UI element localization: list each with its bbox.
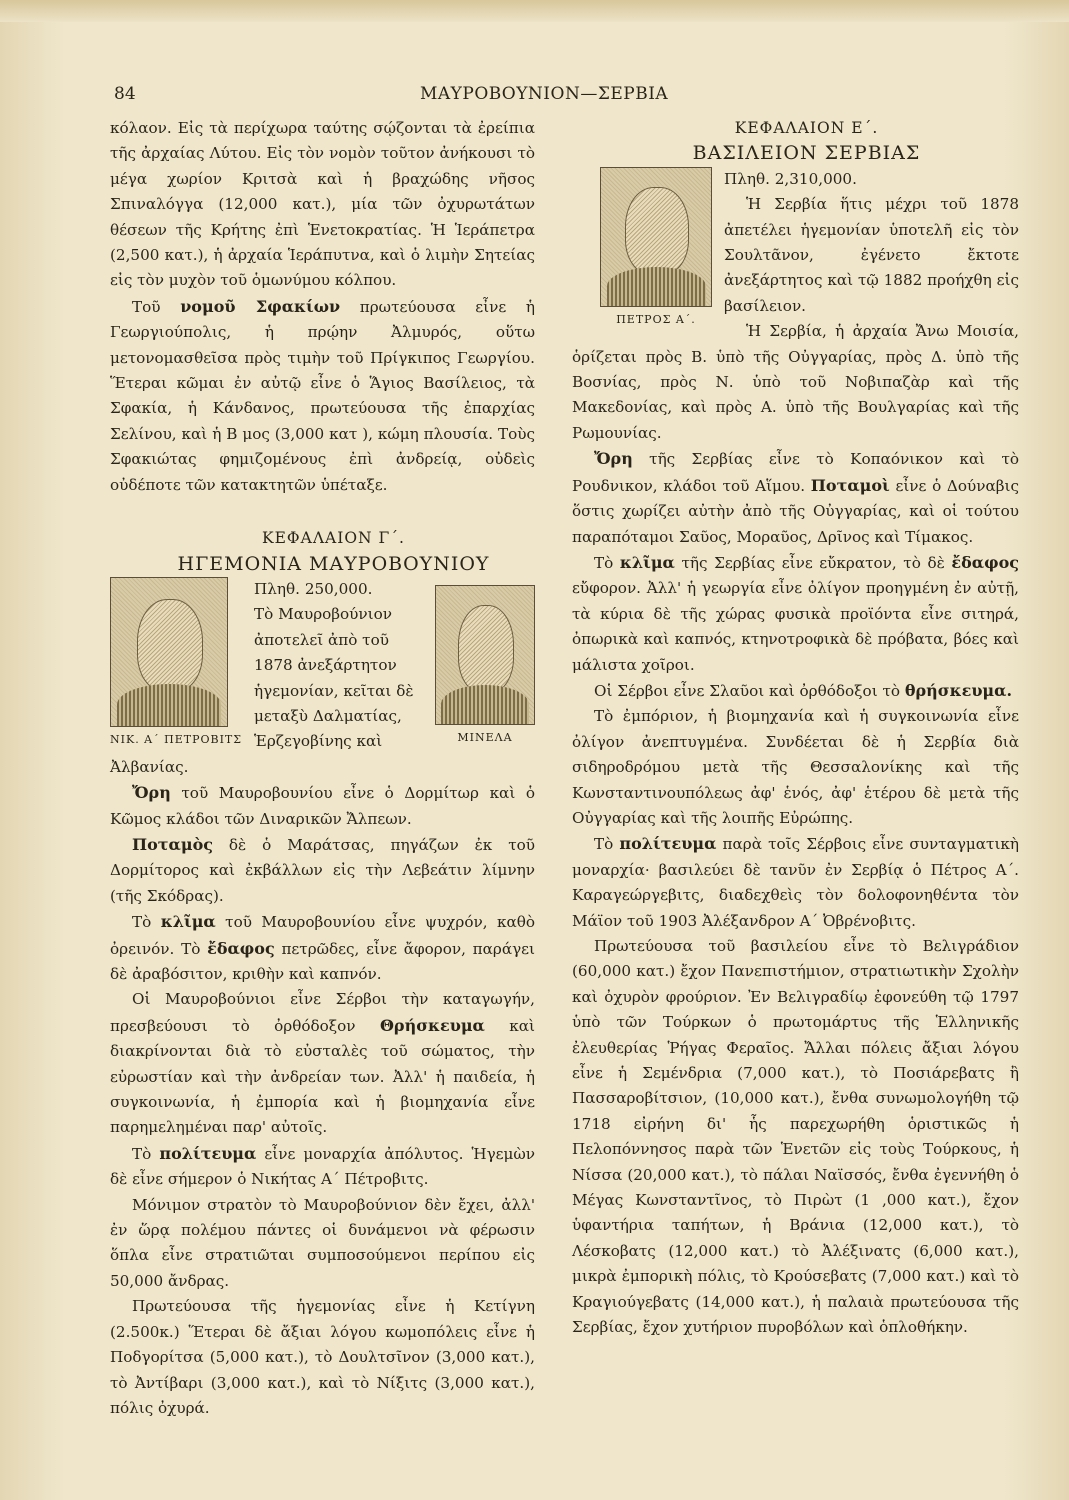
chapter-title-montenegro: ΚΕΦΑΛΑΙΟΝ Γ΄. — [262, 529, 405, 548]
keyword: ἔδαφος — [207, 938, 275, 958]
page-top-edge — [0, 0, 1069, 22]
text: Οἱ Σέρβοι εἶνε Σλαῦοι καὶ ὀρθόδοξοι τὸ — [594, 681, 905, 700]
paragraph-sfakia — [110, 294, 535, 498]
text: καὶ διακρίνονται διὰ τὸ εὐσταλὲς τοῦ σώματος, τὴν εὐρωστίαν καὶ τὴν ἀνδρείαν των. Ἀλλ' ἡ παιδεία, ἡ συγκοινωνία, ἡ ἐμπορία καὶ ἡ βιομηχανία εἶνε παρημελημέναι παρ' αὐτοῖς. — [110, 1016, 535, 1137]
paragraph-lassithi: κόλαον. Εἰς τὰ περίχωρα ταύτης σῴζονται τὰ ἐρείπια τῆς ἀρχαίας Λύτου. Εἰς τὸν νομὸν τοῦτον ἀνήκουσι τὸ μέγα χωρίον Κριτσὰ καὶ ἡ βραχώδης νῆσος Σπιναλόγγα (12,000 κατ.), μία τῶν ὀχυρωτάτων θέσεων τῆς Κρήτης ἐπὶ Ἑνετοκρατίας. Ἡ Ἱεράπετρα (2,500 κατ.), ἡ ἀρχαία Ἱεράπυτνα, καὶ ὁ λιμὴν Σητείας εἰς τὸν μυχὸν τοῦ ὁμωνύμου κόλπου. — [110, 119, 535, 290]
text: εἶνε μοναρχία ἀπόλυτος. Ἡγεμὼν δὲ εἶνε σήμερον ὁ Νικήτας Α΄ Πέτροβιτς. — [110, 1144, 536, 1189]
paragraph-army: Μόνιμον στρατὸν τὸ Μαυροβούνιον δὲν ἔχει, ἀλλ' ἐν ὥρᾳ πολέμου πάντες οἱ δυνάμενοι νὰ φέρωσιν ὅπλα εἶνε στρατιῶται συμποσούμενοι περίπου εἰς 50,000 ἄνδρας. — [110, 1195, 535, 1290]
serbia-intro-block — [572, 167, 1019, 446]
paragraph-river — [110, 832, 535, 909]
keyword: Ὄρη — [132, 783, 171, 803]
text: τοῦ Μαυροβουνίου εἶνε ὁ Δορμίτωρ καὶ ὁ Κῶμος κλάδοι τῶν Διναρικῶν Ἄλπεων. — [110, 784, 535, 828]
text: παρὰ τοῖς Σέρβοις εἶνε συνταγματικὴ μοναρχία· βασιλεύει δὲ τανῦν ἐν Σερβίᾳ ὁ Πέτρος Α΄. Καραγεώργεβιτς, διαδεχθεὶς τὸν δολοφονηθέντα τὸν Μάϊον τοῦ 1903 Ἀλέξανδρον Α΄ Ὀβρένοβιτς. — [572, 835, 1019, 930]
keyword: ἔδαφος — [951, 552, 1019, 572]
keyword: Ποταμὸς — [132, 834, 213, 854]
text: Τοῦ — [132, 297, 181, 316]
intro-serbia: Ἡ Σερβία ἥτις μέχρι τοῦ 1878 ἀπετέλει ἡγεμονίαν ὑποτελῆ εἰς τὸν Σουλτᾶνον, ἐγένετο ἔκτοτε ἀνεξάρτητος καὶ τῷ 1882 προήχθη εἰς βασίλειον. — [724, 195, 1019, 315]
paragraph-climate — [110, 909, 535, 987]
paragraph-capital: Πρωτεύουσα τῆς ἡγεμονίας εἶνε ἡ Κετίγνη (2.500κ.) Ἕτεραι δὲ ἄξιαι λόγου κωμοπόλεις εἶνε ἡ Ποδγορίτσα (5,000 κατ.), τὸ Δουλτσῖνον (3,000 κατ.), τὸ Ἀντίβαρι (3,000 κατ.), καὶ τὸ Νίξιτς (3,000 κατ.), πόλις ὀχυρά. — [110, 1297, 535, 1417]
montenegro-intro-block — [110, 577, 535, 780]
paragraph-borders: Ἡ Σερβία, ἡ ἀρχαία Ἄνω Μοισία, ὁρίζεται πρὸς Β. ὑπὸ τῆς Οὐγγαρίας, πρὸς Δ. ὑπὸ τῆς Βοσνίας, πρὸς Ν. ὑπὸ τοῦ Νοβιπαζὰρ καὶ τῆς Μακεδονίας, καὶ πρὸς Α. ὑπὸ τῆς Βουλγαρίας καὶ τῆς Ρωμουνίας. — [572, 322, 1019, 442]
portrait-minela-image — [435, 585, 535, 725]
figure-nikolas — [110, 577, 242, 752]
portrait-face — [625, 187, 689, 275]
figure-minela — [435, 585, 535, 750]
chapter-name-montenegro: ΗΓΕΜΟΝΙΑ ΜΑΥΡΟΒΟΥΝΙΟΥ — [177, 552, 490, 575]
paragraph-mountains-rivers — [572, 446, 1019, 550]
population-serbia: Πληθ. 2,310,000. — [724, 169, 857, 188]
caption-minela: ΜΙΝΕΛΑ — [457, 730, 513, 744]
chapter-title-serbia: ΚΕΦΑΛΑΙΟΝ Ε΄. — [734, 119, 879, 137]
text: Οἱ Μαυροβούνιοι εἶνε Σέρβοι τὴν καταγωγήν, πρεσβεύουσι τὸ ὀρθόδοξον — [110, 990, 535, 1035]
portrait-petros-image — [600, 167, 712, 307]
chapter-name-serbia: ΒΑΣΙΛΕΙΟΝ ΣΕΡΒΙΑΣ — [692, 142, 921, 165]
paragraph-capital: Πρωτεύουσα τοῦ βασιλείου εἶνε τὸ Βελιγράδιον (60,000 κατ.) ἔχον Πανεπιστήμιον, στρατιωτικὴν Σχολὴν καὶ ὀχυρὸν φρούριον. Ἐν Βελιγραδίῳ ἐφονεύθη τῷ 1797 ὑπὸ τῶν Τούρκων ὁ πρωτομάρτυς τῆς Ἑλληνικῆς ἐλευθερίας Ῥήγας Φεραῖος. Ἄλλαι πόλεις ἄξιαι λόγου εἶνε ἡ Σεμένδρια (7,000 κατ.), τὸ Ποσιάρεβατς ἢ Πασσαροβίτσιον, (10,000 κατ.), ἔνθα συνωμολογήθη τῷ 1718 εἰρήνη δι' ἧς παρεχωρήθη ὁριστικῶς ἡ Πελοπόννησος παρὰ τῶν Ἑνετῶν εἰς τοὺς Τούρκους, ἡ Νίσσα (20,000 κατ.), τὸ πάλαι Ναϊσσός, ἔνθα ἐγεννήθη ὁ Μέγας Κωνσταντῖνος, τὸ Πιρὼτ (1 ,000 κατ.), ἔχον ὑφαντήρια ταπήτων, ἡ Βράνια (12,000 κατ.), τὸ Λέσκοβατς (12,000 κατ.) τὸ Ἀλέξινατς (6,000 κατ.), μικρὰ ἐμπορικὴ πόλις, τὸ Κρούσεβατς (7,000 κατ.) καὶ τὸ Κραγιούγεβατς (14,000 κατ.), ἡ παλαιὰ πρωτεύουσα τῆς Σερβίας, ἔχον χυτήριον πυροβόλων καὶ ὁπλοθήκην. — [572, 937, 1019, 1337]
intro-montenegro: Τὸ Μαυροβούνιον ἀποτελεῖ ἀπὸ τοῦ 1878 ἀνεξάρτητον ἡγεμονίαν, κεῖται δὲ μεταξὺ Δαλματίας, Ἑρζεγοβίνης καὶ Ἀλβανίας. — [110, 605, 414, 776]
portrait-nikolas-image — [110, 577, 228, 727]
figure-petros — [600, 167, 712, 332]
keyword: κλῖμα — [619, 552, 675, 572]
keyword: Ὄρη — [594, 449, 633, 469]
keyword: κλῖμα — [160, 912, 216, 932]
paragraph-climate — [572, 550, 1019, 678]
keyword: πολίτευμα — [159, 1143, 257, 1163]
paragraph-polity — [572, 831, 1019, 934]
caption-petros: ΠΕΤΡΟΣ Α΄. — [616, 312, 696, 326]
text: εἶνε ὁ Δούναβις ὅστις χωρίζει αὐτὴν ἀπὸ τῆς Οὐγγαρίας, καὶ οἱ τούτου παραπόταμοι Σαῦος, Μοραῦος, Δρῖνος καὶ Τίμακος. — [572, 476, 1020, 546]
text: εὔφορον. Ἀλλ' ἡ γεωργία εἶνε ὀλίγον προηγμένη ἐν αὐτῇ, τὰ κύρια δὲ τῆς χώρας φυσικὰ προϊόντα εἶνε σιτηρά, ὀπωρικὰ καὶ καπνός, κτηνοτροφικὰ δὲ πρόβατα, βόες καὶ μάλιστα χοῖροι. — [572, 579, 1019, 674]
keyword: θρήσκευμα. — [904, 680, 1013, 700]
keyword: νομοῦ Σφακίων — [180, 296, 341, 316]
text: δὲ ὁ Μαράτσας, πηγάζων ἐκ τοῦ Δορμίτορος καὶ ἐκβάλλων εἰς τὴν Λεβεάτιν λίμνην (τῆς Σκόδρας). — [110, 835, 535, 905]
population-montenegro: Πληθ. 250,000. — [254, 579, 373, 598]
paragraph-mountains — [110, 780, 535, 832]
portrait-shoulders — [607, 267, 706, 306]
text: Τὸ — [132, 913, 161, 932]
text: τοῦ Μαυροβουνίου εἶνε ψυχρόν, καθὸ ὀρεινόν. Τὸ — [110, 913, 536, 958]
paragraph-religion — [110, 987, 535, 1140]
keyword: Ποταμοὶ — [810, 475, 890, 495]
keyword: Θρήσκευμα — [379, 1015, 485, 1035]
caption-nikolas: ΝΙΚ. Α΄ ΠΕΤΡΟΒΙΤΣ — [110, 732, 243, 746]
left-column — [110, 116, 535, 1421]
paragraph-commerce: Τὸ ἐμπόριον, ἡ βιομηχανία καὶ ἡ συγκοινωνία εἶνε ὀλίγον ἀνεπτυγμένα. Συνδέεται δὲ ἡ Σερβία διὰ σιδηροδρόμου μετὰ τῆς Θεσσαλονίκης καὶ τῆς Κωνσταντινουπόλεως ἀφ' ἑνός, ἀφ' ἑτέρου δὲ μετὰ τῆς Οὐγγαρίας καὶ τῆς λοιπῆς Εὐρώπης. — [572, 707, 1019, 827]
portrait-face — [137, 599, 204, 693]
text: Τὸ — [594, 553, 620, 572]
page-number: 84 — [114, 84, 136, 104]
paragraph-religion — [572, 678, 1019, 704]
text: τῆς Σερβίας εἶνε τὸ Κοπαόνικον καὶ τὸ Ρουδνικον, κλάδοι τοῦ Αἵμου. — [572, 450, 1019, 495]
text: τῆς Σερβίας εἶνε εὔκρατον, τὸ δὲ — [674, 553, 952, 572]
text: πρωτεύουσα εἶνε ἡ Γεωργιούπολις, ἡ πρῴην Ἀλμυρός, οὕτω μετονομασθεῖσα πρὸς τιμὴν τοῦ Πρίγκιπος Γεωργίου. Ἕτεραι κῶμαι ἐν αὐτῷ εἶνε ὁ Ἅγιος Βασίλειος, τὰ Σφακία, ἡ Κάνδανος, πρωτεύουσα τῆς ἐπαρχίας Σελίνου, καὶ ἡ Β μος (3,000 κατ ), κώμη πλουσία. Τοὺς Σφακιώτας φημιζομένους ἐπὶ ἀνδρείᾳ, οὐδεὶς οὐδέποτε τῶν κατακτητῶν ὑπέταξε. — [110, 297, 535, 494]
portrait-shoulders — [117, 684, 221, 725]
portrait-face — [458, 605, 515, 693]
running-title: ΜΑΥΡΟΒΟΥΝΙΟΝ—ΣΕΡΒΙΑ — [420, 84, 669, 104]
right-column — [572, 116, 1019, 1341]
text: Τὸ — [132, 1144, 160, 1163]
text: Τὸ — [594, 835, 620, 854]
keyword: πολίτευμα — [619, 834, 717, 854]
portrait-shoulders — [441, 685, 529, 724]
paragraph-polity — [110, 1141, 535, 1193]
text: πετρῶδες, εἶνε ἄφορον, παράγει δὲ ἀραβόσιτον, κριθὴν καὶ καπνόν. — [110, 939, 535, 983]
